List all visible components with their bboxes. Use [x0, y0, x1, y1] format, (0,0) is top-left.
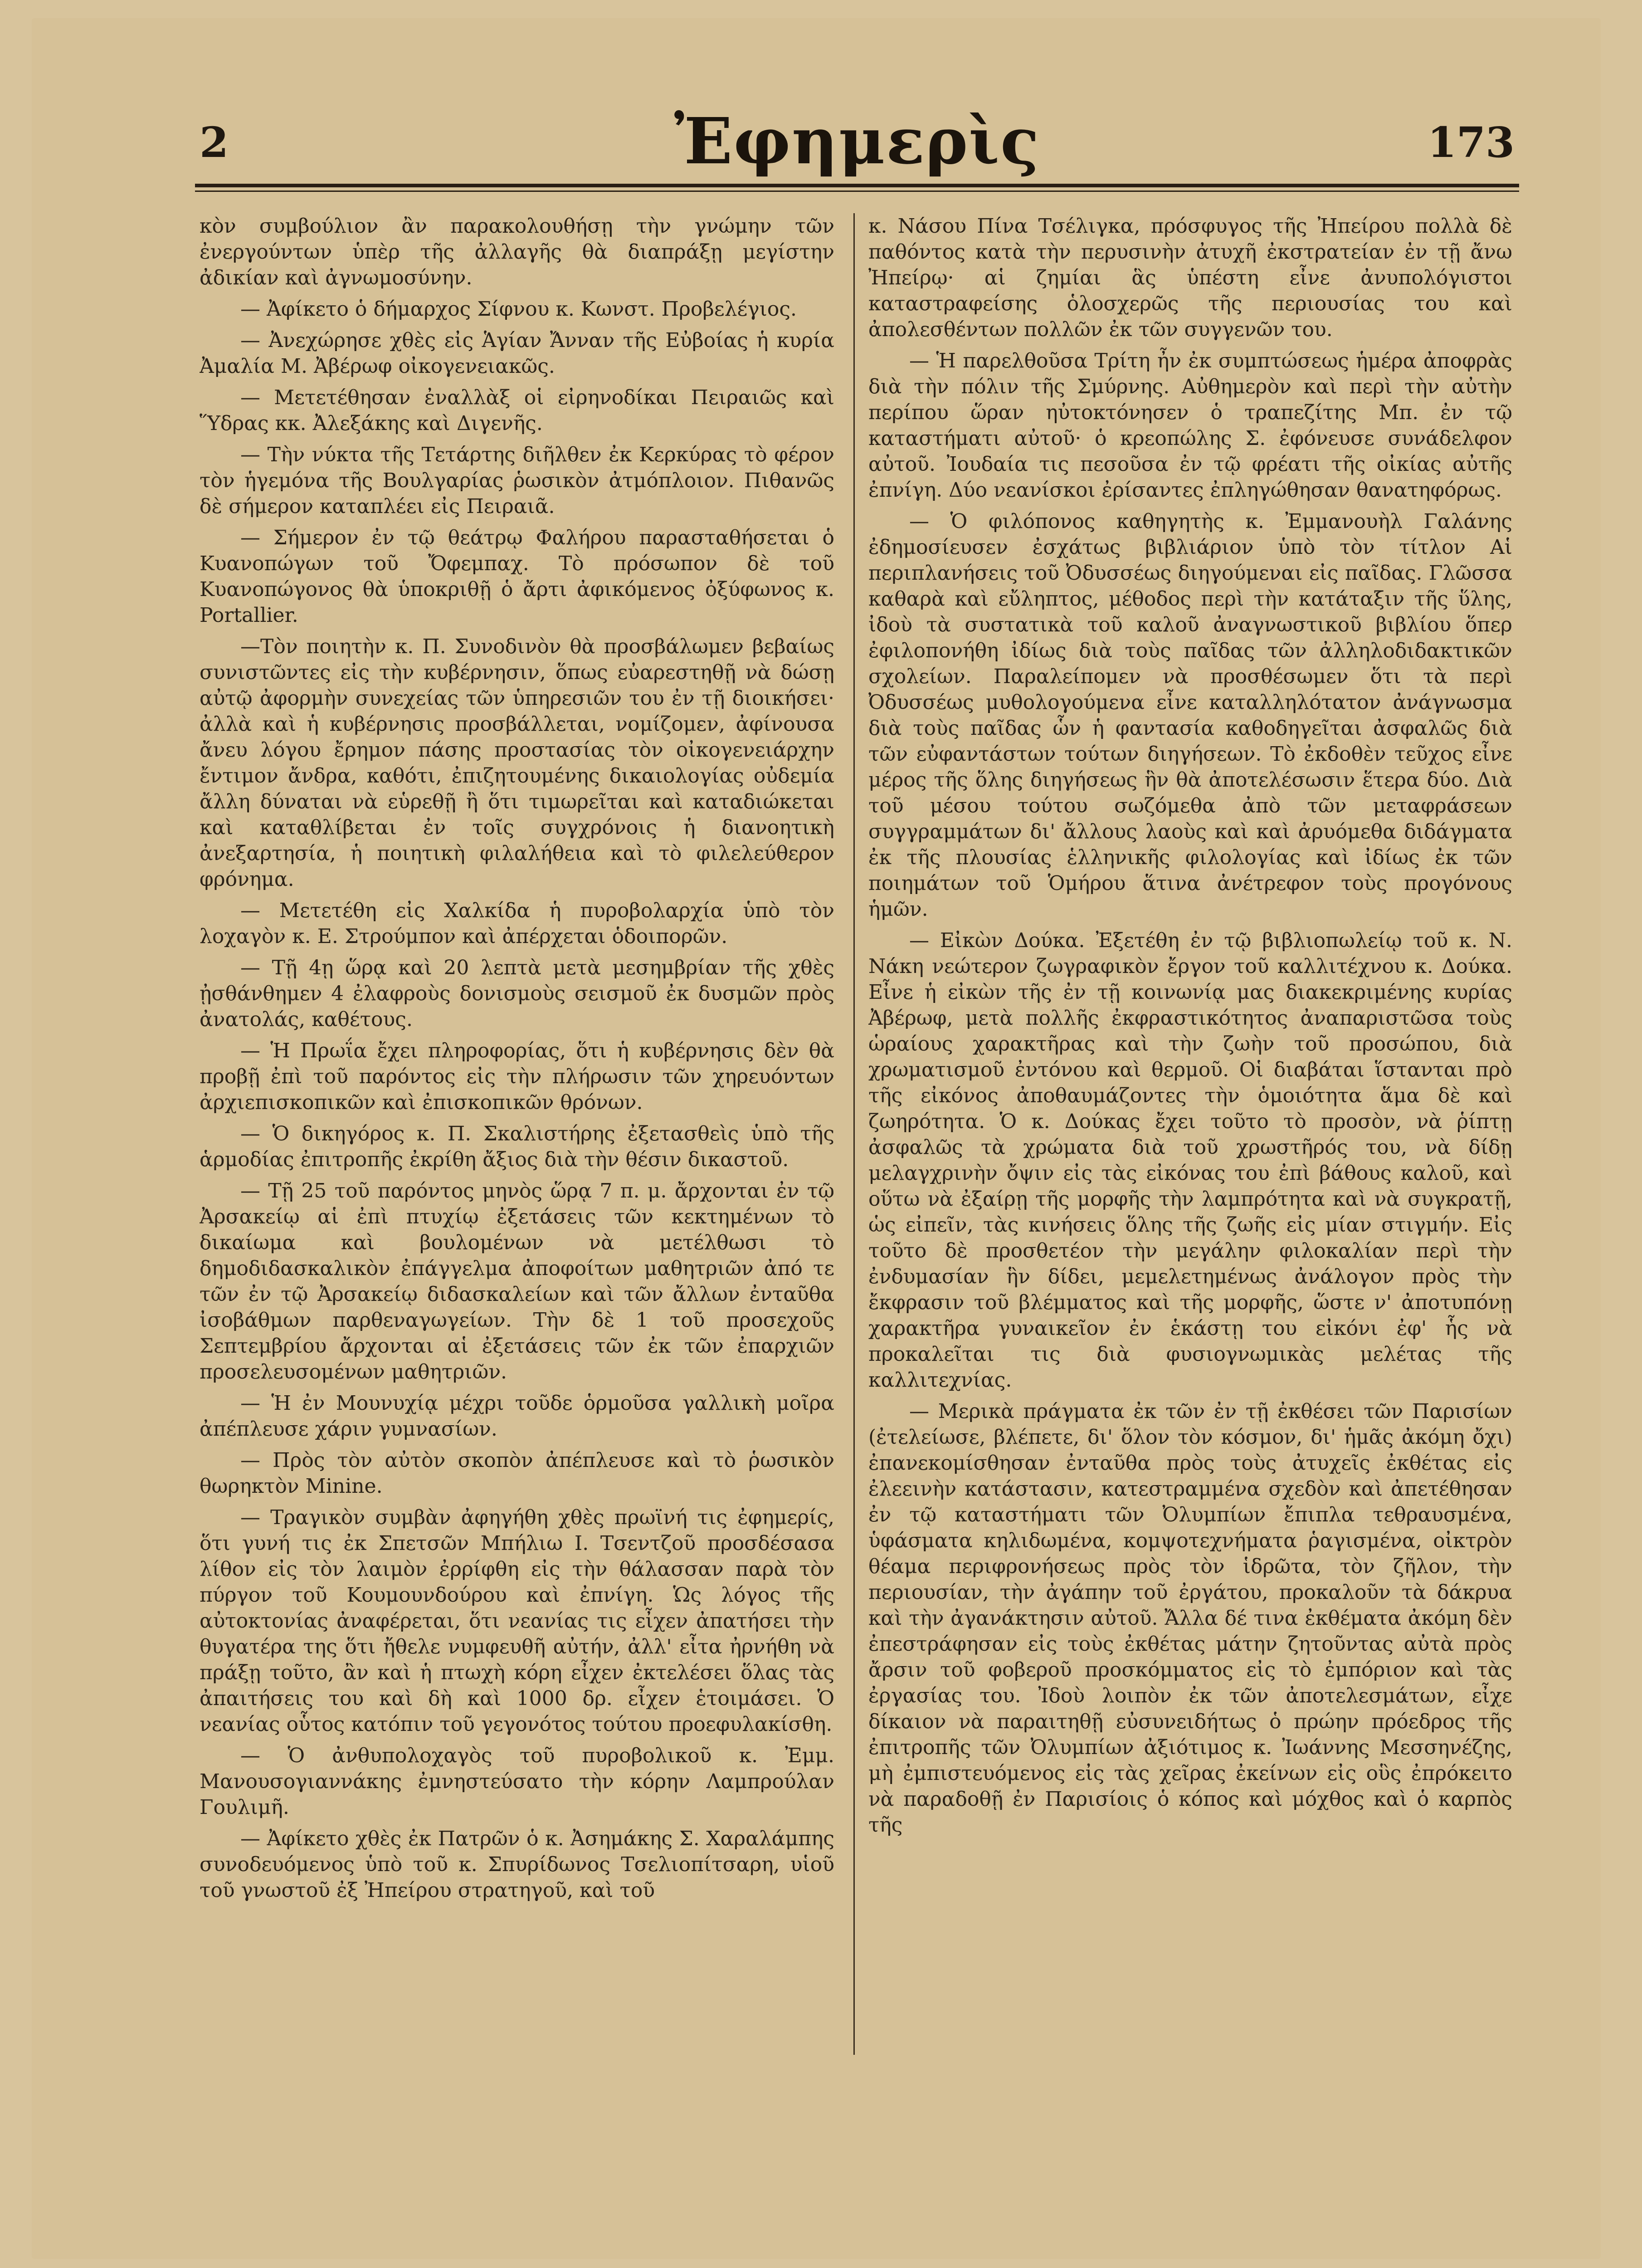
page-number-right: 173: [1427, 118, 1515, 167]
news-item: — Πρὸς τὸν αὐτὸν σκοπὸν ἀπέπλευσε καὶ τὸ ῥωσικὸν θωρηκτὸν Minine.: [200, 1449, 834, 1498]
left-column: [200, 213, 834, 2073]
news-item: — Σήμερον ἐν τῷ θεάτρῳ Φαλήρου παρασταθήσεται ὁ Κυανοπώγων τοῦ Ὄφεμπαχ. Τὸ πρόσωπον δὲ τοῦ Κυανοπώγονος θὰ ὑποκριθῇ ὁ ἄρτι ἀφικόμενος ὀξύφωνος κ. Portallier.: [200, 526, 834, 627]
news-item: — Ἀφίκετο χθὲς ἐκ Πατρῶν ὁ κ. Ἀσημάκης Σ. Χαραλάμπης συνοδευόμενος ὑπὸ τοῦ κ. Σπυρίδωνος Τσελιοπίτσαρη, υἱοῦ τοῦ γνωστοῦ ἐξ Ἠπείρου στρατηγοῦ, καὶ τοῦ: [200, 1827, 834, 1902]
news-item: — Εἰκὼν Δούκα. Ἐξετέθη ἐν τῷ βιβλιοπωλείῳ τοῦ κ. Ν. Νάκη νεώτερον ζωγραφικὸν ἔργον τοῦ καλλιτέχνου κ. Δούκα. Εἶνε ἡ εἰκὼν τῆς ἐν τῇ κοινωνίᾳ μας διακεκριμένης κυρίας Ἀβέρωφ, μετὰ πολλῆς ἐκφραστικότητος ἀναπαριστῶσα τοὺς ὡραίους χαρακτῆρας καὶ τὴν ζωὴν τοῦ προσώπου, διὰ χρωματισμοῦ ἐντόνου καὶ θερμοῦ. Οἱ διαβάται ἵστανται πρὸ τῆς εἰκόνος ἀποθαυμάζοντες τὴν ὁμοιότητα ἅμα δὲ καὶ ζωηρότητα. Ὁ κ. Δούκας ἔχει τοῦτο τὸ προσὸν, νὰ ῥίπτῃ ἀσφαλῶς τὰ χρώματα διὰ τοῦ χρωστῆρός του, νὰ δίδῃ μελαγχρινὴν ὄψιν εἰς τὰς εἰκόνας του ἐπὶ βάθους καλοῦ, καὶ οὕτω νὰ ἐξαίρῃ τῆς μορφῆς τὴν λαμπρότητα καὶ νὰ συγκρατῇ, ὡς εἰπεῖν, τὰς κινήσεις ὅλης τῆς ζωῆς εἰς μίαν στιγμήν. Εἰς τοῦτο δὲ προσθετέον τὴν μεγάλην φιλοκαλίαν περὶ τὴν ἐνδυμασίαν ἣν δίδει, μεμελετημένως ἀνάλογον πρὸς τὴν ἔκφρασιν τοῦ βλέμματος καὶ τῆς μορφῆς, ὥστε ν' ἀποτυπόνῃ χαρακτῆρα γυναικεῖον ἐν ἑκάστῃ του εἰκόνι ἐφ' ἧς νὰ προκαλεῖται τις διὰ φυσιογνωμικὰς μελέτας τῆς καλλιτεχνίας.: [868, 929, 1512, 1392]
news-item: — Ὁ ἀνθυπολοχαγὸς τοῦ πυροβολικοῦ κ. Ἐμμ. Μανουσογιαννάκης ἐμνηστεύσατο τὴν κόρην Λαμπρούλαν Γουλιμῆ.: [200, 1744, 834, 1819]
news-item: — Τραγικὸν συμβὰν ἀφηγήθη χθὲς πρωϊνή τις ἐφημερίς, ὅτι γυνή τις ἐκ Σπετσῶν Μπήλιω Ι. Τσεντζοῦ προσδέσασα λίθον εἰς τὸν λαιμὸν ἐρρίφθη εἰς τὴν θάλασσαν παρὰ τὸν πύργον τοῦ Κουμουνδούρου καὶ ἐπνίγη. Ὡς λόγος τῆς αὐτοκτονίας ἀναφέρεται, ὅτι νεανίας τις εἶχεν ἀπατήσει τὴν θυγατέρα της ὅτι ἤθελε νυμφευθῆ αὐτήν, ἀλλ' εἶτα ἠρνήθη νὰ πράξῃ τοῦτο, ἂν καὶ ἡ πτωχὴ κόρη εἶχεν ἐκτελέσει ὅλας τὰς ἀπαιτήσεις του καὶ δὴ καὶ 1000 δρ. εἶχεν ἑτοιμάσει. Ὁ νεανίας οὗτος κατόπιν τοῦ γεγονότος τούτου προεφυλακίσθη.: [200, 1506, 834, 1736]
news-item: — Τῇ 25 τοῦ παρόντος μηνὸς ὥρᾳ 7 π. μ. ἄρχονται ἐν τῷ Ἀρσακείῳ αἱ ἐπὶ πτυχίῳ ἐξετάσεις τῶν κεκτημένων τὸ δικαίωμα καὶ βουλομένων νὰ μετέλθωσι τὸ δημοδιδασκαλικὸν ἐπάγγελμα ἀποφοίτων μαθητριῶν ἀπό τε τῶν ἐν τῷ Ἀρσακείῳ διδασκαλείων καὶ τῶν ἄλλων ἐνταῦθα ἰσοβάθμων παρθεναγωγείων. Τὴν δὲ 1 τοῦ προσεχοῦς Σεπτεμβρίου ἄρχονται αἱ ἐξετάσεις τῶν ἐκ τῶν ἐπαρχιῶν προσελευσομένων μαθητριῶν.: [200, 1179, 834, 1383]
page-header: [200, 104, 1515, 179]
news-item: — Ὁ φιλόπονος καθηγητὴς κ. Ἐμμανουὴλ Γαλάνης ἐδημοσίευσεν ἐσχάτως βιβλιάριον ὑπὸ τὸν τίτλον Αἱ περιπλανήσεις τοῦ Ὀδυσσέως διηγούμεναι εἰς παῖδας. Γλῶσσα καθαρὰ καὶ εὔληπτος, μέθοδος περὶ τὴν κατάταξιν τῆς ὕλης, ἰδοὺ τὰ συστατικὰ τοῦ καλοῦ ἀναγνωστικοῦ βιβλίου ὅπερ ἐφιλοπονήθη ἰδίως διὰ τοὺς παῖδας τῶν ἀλληλοδιδακτικῶν σχολείων. Παραλείπομεν νὰ προσθέσωμεν ὅτι τὰ περὶ Ὀδυσσέως μυθολογούμενα εἶνε καταλληλότατον ἀνάγνωσμα διὰ τοὺς παῖδας ὧν ἡ φαντασία καθοδηγεῖται ἀσφαλῶς διὰ τῶν εὐφαντάστων τούτων διηγήσεων. Τὸ ἐκδοθὲν τεῦχος εἶνε μέρος τῆς ὅλης διηγήσεως ἣν θὰ ἀποτελέσωσιν ἕτερα δύο. Διὰ τοῦ μέσου τούτου σωζόμεθα ἀπὸ τῶν μεταφράσεων συγγραμμάτων δι' ἄλλους λαοὺς καὶ καὶ ἀρυόμεθα διδάγματα ἐκ τῆς πλουσίας ἑλληνικῆς φιλολογίας καὶ ἰδίως ἐκ τῶν ποιημάτων τοῦ Ὁμήρου ἅτινα ἀνέτρεφον τοὺς προγόνους ἡμῶν.: [868, 510, 1512, 921]
news-item: κὸν συμβούλιον ἂν παρακολουθήσῃ τὴν γνώμην τῶν ἐνεργούντων ὑπὲρ τῆς ἀλλαγῆς θὰ διαπράξῃ μεγίστην ἀδικίαν καὶ ἀγνωμοσύνην.: [200, 215, 834, 289]
right-column: [868, 213, 1512, 2073]
news-item: — Τῇ 4ῃ ὥρᾳ καὶ 20 λεπτὰ μετὰ μεσημβρίαν τῆς χθὲς ᾐσθάνθημεν 4 ἐλαφροὺς δονισμοὺς σεισμοῦ ἐκ δυσμῶν πρὸς ἀνατολάς, καθέτους.: [200, 956, 834, 1031]
news-item: — Μετετέθησαν ἐναλλὰξ οἱ εἰρηνοδίκαι Πειραιῶς καὶ Ὕδρας κκ. Ἀλεξάκης καὶ Διγενῆς.: [200, 386, 834, 435]
news-item: — Μετετέθη εἰς Χαλκίδα ἡ πυροβολαρχία ὑπὸ τὸν λοχαγὸν κ. Ε. Στρούμπον καὶ ἀπέρχεται ὁδοιπορῶν.: [200, 899, 834, 948]
news-item: — Ὁ δικηγόρος κ. Π. Σκαλιστήρης ἐξετασθεὶς ὑπὸ τῆς ἁρμοδίας ἐπιτροπῆς ἐκρίθη ἄξιος διὰ τὴν θέσιν δικαστοῦ.: [200, 1122, 834, 1171]
page-number-left: 2: [200, 118, 229, 167]
column-divider: [853, 213, 855, 2055]
news-item: —Τὸν ποιητὴν κ. Π. Συνοδινὸν θὰ προσβάλωμεν βεβαίως συνιστῶντες εἰς τὴν κυβέρνησιν, ὅπως εὐαρεστηθῇ νὰ δώσῃ αὐτῷ ἀφορμὴν συνεχείας τῶν ὑπηρεσιῶν του ἐν τῇ διοικήσει· ἀλλὰ καὶ ἡ κυβέρνησις προσβάλλεται, νομίζομεν, ἀφίνουσα ἄνευ λόγου ἔρημον πάσης προστασίας τὸν οἰκογενειάρχην ἔντιμον ἄνδρα, καθότι, ἐπιζητουμένης δικαιολογίας οὐδεμία ἄλλη δύναται νὰ εὑρεθῇ ἢ ὅτι τιμωρεῖται καὶ καταδιώκεται καὶ καταθλίβεται ἐν τοῖς συγχρόνοις ἡ διανοητικὴ ἀνεξαρτησία, ἡ ποιητικὴ φιλαλήθεια καὶ τὸ φιλελεύθερον φρόνημα.: [200, 635, 834, 891]
header-rule: [195, 184, 1519, 187]
news-item: κ. Νάσου Πίνα Τσέλιγκα, πρόσφυγος τῆς Ἠπείρου πολλὰ δὲ παθόντος κατὰ τὴν περυσινὴν ἀτυχῆ ἐκστρατείαν ἐν τῇ ἄνω Ἠπείρῳ· αἱ ζημίαι ἃς ὑπέστη εἶνε ἀνυπολόγιστοι καταστραφείσης ὁλοσχερῶς τῆς περιουσίας του καὶ ἀπολεσθέντων πολλῶν ἐκ τῶν συγγενῶν του.: [868, 215, 1512, 341]
news-item: — Ἡ παρελθοῦσα Τρίτη ἦν ἐκ συμπτώσεως ἡμέρα ἀποφρὰς διὰ τὴν πόλιν τῆς Σμύρνης. Αὐθημερὸν καὶ περὶ τὴν αὐτὴν περίπου ὥραν ηὐτοκτόνησεν ὁ τραπεζίτης Μπ. ἐν τῷ καταστήματι αὐτοῦ· ὁ κρεοπώλης Σ. ἐφόνευσε συνάδελφον αὐτοῦ. Ἰουδαία τις πεσοῦσα ἐν τῷ φρέατι τῆς οἰκίας αὐτῆς ἐπνίγη. Δύο νεανίσκοι ἐρίσαντες ἐπληγώθησαν θανατηφόρως.: [868, 349, 1512, 502]
news-item: — Ἡ ἐν Μουνυχίᾳ μέχρι τοῦδε ὁρμοῦσα γαλλικὴ μοῖρα ἀπέπλευσε χάριν γυμνασίων.: [200, 1392, 834, 1441]
header-rule-thin: [195, 191, 1519, 192]
news-item: — Ἀφίκετο ὁ δήμαρχος Σίφνου κ. Κωνστ. Προβελέγιος.: [240, 298, 797, 321]
news-item: — Ἡ Πρωΐα ἔχει πληροφορίας, ὅτι ἡ κυβέρνησις δὲν θὰ προβῇ ἐπὶ τοῦ παρόντος εἰς τὴν πλήρωσιν τῶν χηρευόντων ἀρχιεπισκοπικῶν καὶ ἐπισκοπικῶν θρόνων.: [200, 1039, 834, 1114]
news-item: — Τὴν νύκτα τῆς Τετάρτης διῆλθεν ἐκ Κερκύρας τὸ φέρον τὸν ἡγεμόνα τῆς Βουλγαρίας ῥωσικὸν ἀτμόπλοιον. Πιθανῶς δὲ σήμερον καταπλέει εἰς Πειραιᾶ.: [200, 443, 834, 518]
news-item: — Μερικὰ πράγματα ἐκ τῶν ἐν τῇ ἐκθέσει τῶν Παρισίων (ἐτελείωσε, βλέπετε, δι' ὅλον τὸν κόσμον, δι' ἡμᾶς ἀκόμη ὄχι) ἐπανεκομίσθησαν ἐνταῦθα πρὸς τοὺς ἀτυχεῖς ἐκθέτας εἰς ἐλεεινὴν κατάστασιν, κατεστραμμένα σχεδὸν καὶ ἀπετέθησαν ἐν τῷ καταστήματι τῶν Ὀλυμπίων ἔπιπλα τεθραυσμένα, ὑφάσματα κηλιδωμένα, κομψοτεχνήματα ῥαγισμένα, οἰκτρὸν θέαμα περιφρονήσεως πρὸς τὸν ἱδρῶτα, τὸν ζῆλον, τὴν περιουσίαν, τὴν ἀγάπην τοῦ ἐργάτου, προκαλοῦν τὰ δάκρυα καὶ τὴν ἀγανάκτησιν αὐτοῦ. Ἄλλα δέ τινα ἐκθέματα ἀκόμη δὲν ἐπεστράφησαν εἰς τοὺς ἐκθέτας μάτην ζητοῦντας αὐτὰ πρὸς ἄρσιν τοῦ φοβεροῦ προσκόμματος εἰς τὸ ἐμπόριον καὶ τὰς ἐργασίας του. Ἰδοὺ λοιπὸν ἐκ τῶν ἀποτελεσμάτων, εἶχε δίκαιον νὰ παραιτηθῇ εὐσυνειδήτως ὁ πρώην πρόεδρος τῆς ἐπιτροπῆς τῶν Ὀλυμπίων ἀξιότιμος κ. Ἰωάννης Μεσσηνέζης, μὴ ἐμπιστευόμενος εἰς τὰς χεῖρας ἐκείνων εἰς οὓς ἐπρόκειτο νὰ παραδοθῇ ἐν Παρισίοις ὁ κόπος καὶ μόχθος καὶ ὁ καρπὸς τῆς: [868, 1400, 1512, 1837]
news-item: — Ἀνεχώρησε χθὲς εἰς Ἁγίαν Ἄνναν τῆς Εὐβοίας ἡ κυρία Ἀμαλία Μ. Ἀβέρωφ οἰκογενειακῶς.: [200, 329, 834, 378]
masthead-title: Ἐφημερὶς: [674, 104, 1040, 179]
